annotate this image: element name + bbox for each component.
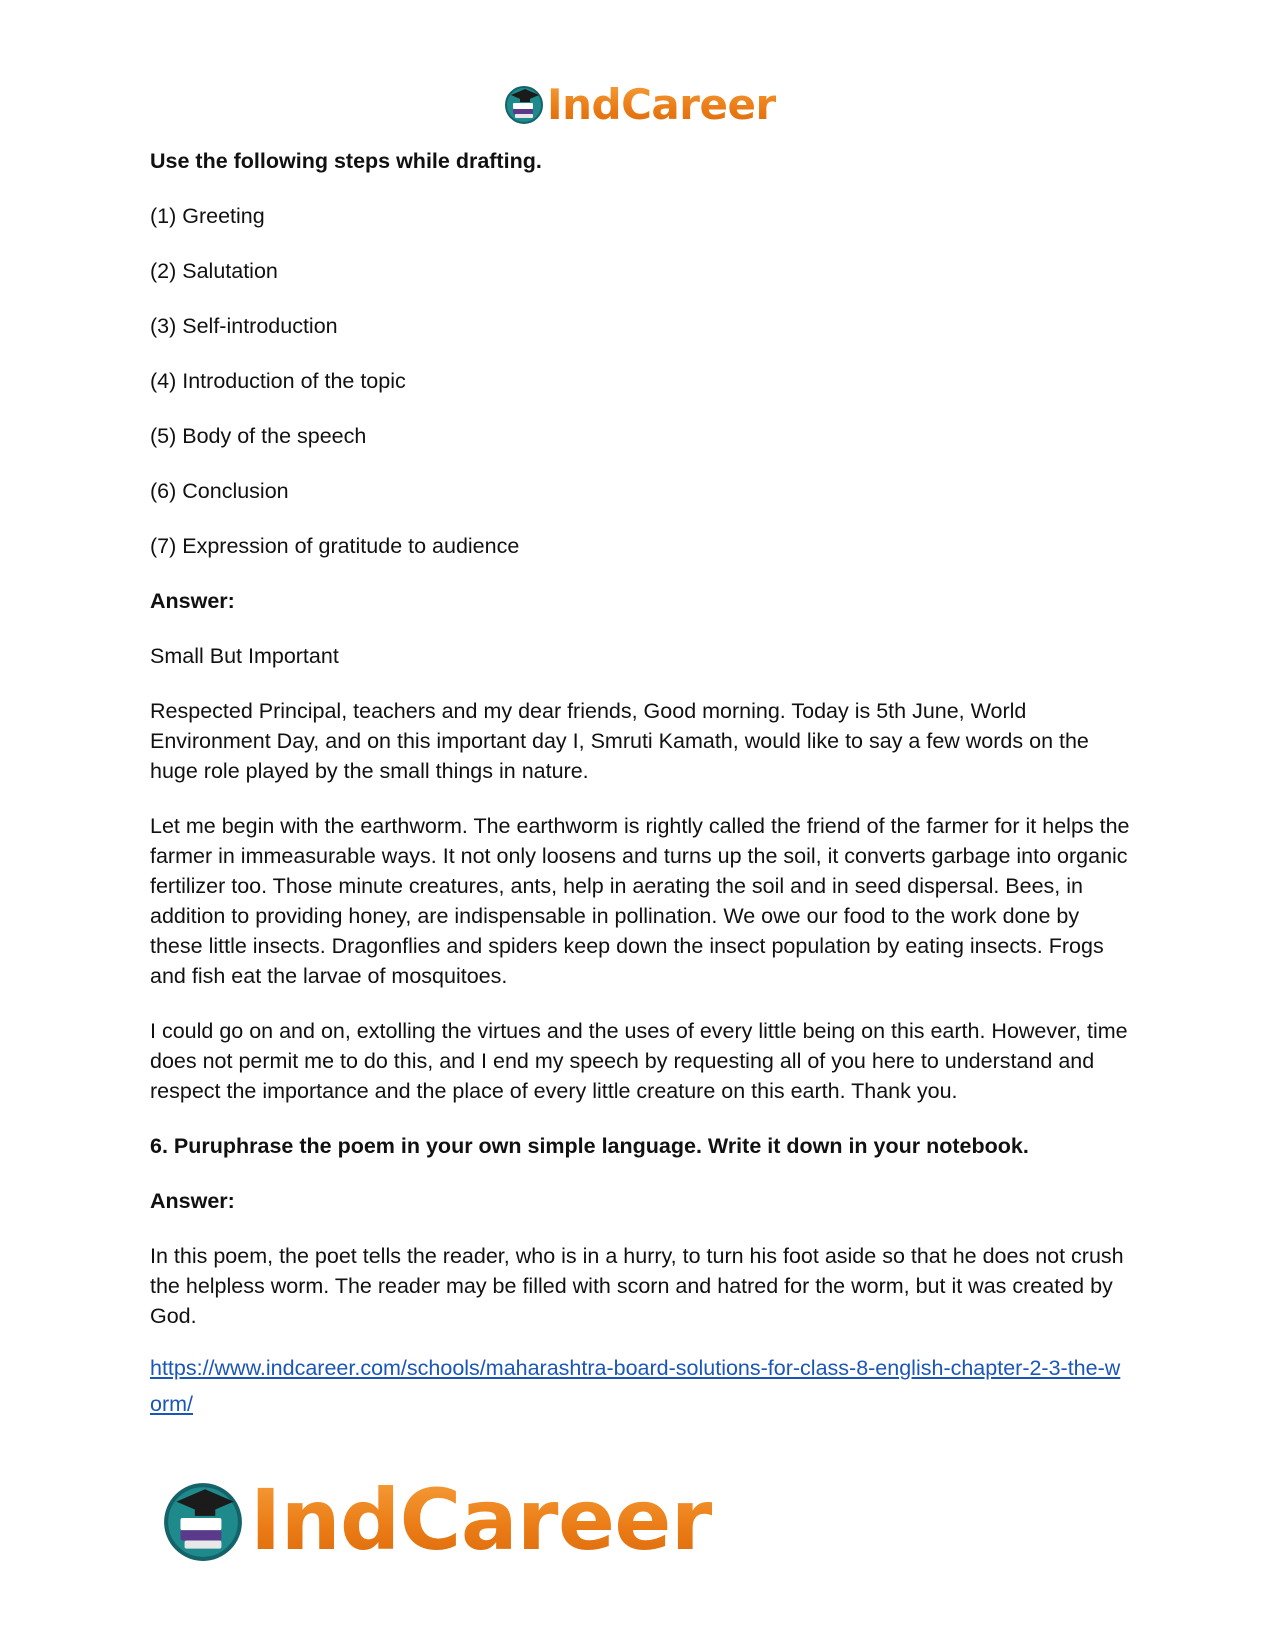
answer-label: Answer:: [150, 589, 235, 613]
step-item: (4) Introduction of the topic: [150, 369, 406, 393]
speech-paragraph: Let me begin with the earthworm. The earthworm is rightly called the friend of the farmer for it helps the farmer in immeasurable ways. It not only loosens and turns up the soil, it converts garbage into organic fertilizer too. Those minute creatures, ants, help in aerating the soil and in seed dispersal. Bees, in addition to providing honey, are indispensable in pollination. We owe our food to the work done by these little insects. Dragonflies and spiders keep down the insect population by eating insects. Frogs and fish eat the larvae of mosquitoes.: [150, 814, 1130, 988]
step-item: (2) Salutation: [150, 259, 278, 283]
source-link[interactable]: https://www.indcareer.com/schools/maharashtra-board-solutions-for-class-8-english-chapter-2-3-the-worm/: [150, 1356, 1121, 1416]
question-heading: 6. Puruphrase the poem in your own simple language. Write it down in your notebook.: [150, 1134, 1029, 1158]
speech-paragraph: I could go on and on, extolling the virtues and the uses of every little being on this earth. However, time does not permit me to do this, and I end my speech by requesting all of you here to understand and respect the importance and the place of every little creature on this earth. Thank you.: [150, 1019, 1128, 1103]
logo-wordmark: IndCareer: [547, 79, 776, 129]
step-item: (1) Greeting: [150, 204, 265, 228]
graduation-globe-icon: [503, 83, 545, 125]
step-item: (5) Body of the speech: [150, 424, 367, 448]
answer-label: Answer:: [150, 1189, 235, 1213]
graduation-globe-icon: [160, 1477, 246, 1563]
indcareer-logo-bottom: [160, 1470, 712, 1570]
logo-wordmark: IndCareer: [250, 1471, 712, 1569]
step-item: (3) Self-introduction: [150, 314, 338, 338]
speech-paragraph: Respected Principal, teachers and my dear friends, Good morning. Today is 5th June, World Environment Day, and on this important day I, Smruti Kamath, would like to say a few words on the huge role played by the small things in nature.: [150, 699, 1089, 783]
step-item: (6) Conclusion: [150, 479, 289, 503]
document-body: [150, 146, 1130, 1422]
indcareer-logo-top: [503, 80, 776, 128]
instructions-heading: Use the following steps while drafting.: [150, 149, 542, 173]
answer-paragraph: In this poem, the poet tells the reader, who is in a hurry, to turn his foot aside so that he does not crush the helpless worm. The reader may be filled with scorn and hatred for the worm, but it was created by God.: [150, 1244, 1124, 1328]
step-item: (7) Expression of gratitude to audience: [150, 534, 520, 558]
speech-title: Small But Important: [150, 644, 339, 668]
